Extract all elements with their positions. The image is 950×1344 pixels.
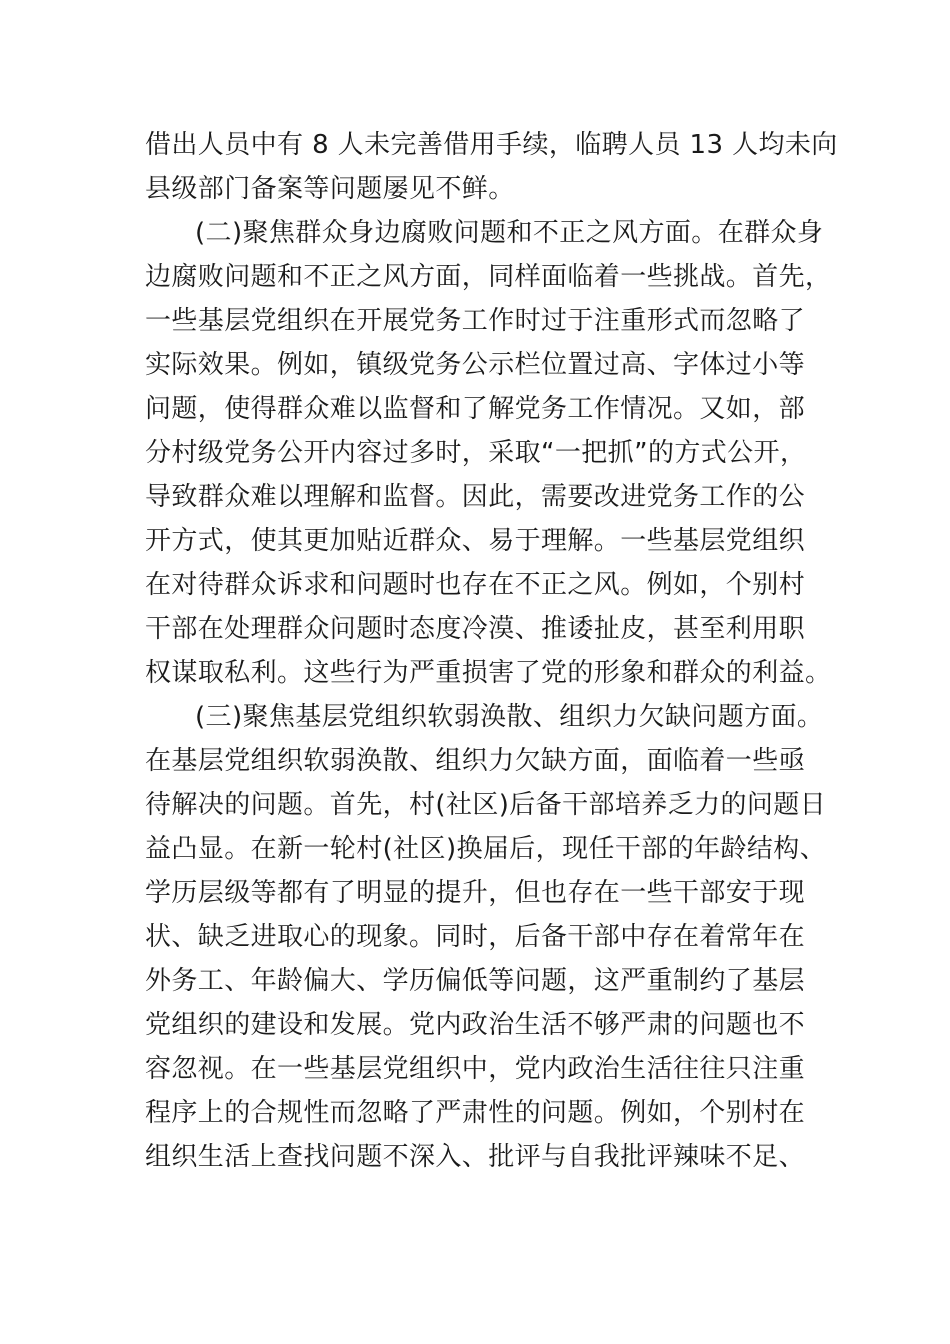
text-line: 外务工、年龄偏大、学历偏低等问题，这严重制约了基层	[145, 966, 806, 996]
text-line: 导致群众难以理解和监督。因此，需要改进党务工作的公	[145, 482, 806, 512]
text-line: 组织生活上查找问题不深入、批评与自我批评辣味不足、	[145, 1142, 806, 1172]
text-line: 益凸显。在新一轮村(社区)换届后，现任干部的年龄结构、	[145, 834, 827, 864]
text-line: 干部在处理群众问题时态度冷漠、推诿扯皮，甚至利用职	[145, 614, 806, 644]
text-line: 县级部门备案等问题屡见不鲜。	[145, 174, 515, 204]
text-line: 借出人员中有 8 人未完善借用手续，临聘人员 13 人均未向	[145, 130, 838, 160]
text-line: 在基层党组织软弱涣散、组织力欠缺方面，面临着一些亟	[145, 746, 806, 776]
text-line: 分村级党务公开内容过多时，采取“一把抓”的方式公开，	[145, 438, 807, 468]
text-line: 开方式，使其更加贴近群众、易于理解。一些基层党组织	[145, 526, 806, 556]
text-line: 待解决的问题。首先，村(社区)后备干部培养乏力的问题日	[145, 790, 827, 820]
text-line: 容忽视。在一些基层党组织中，党内政治生活往往只注重	[145, 1054, 806, 1084]
text-line: 党组织的建设和发展。党内政治生活不够严肃的问题也不	[145, 1010, 806, 1040]
text-line: 权谋取私利。这些行为严重损害了党的形象和群众的利益。	[145, 658, 832, 688]
section-heading-line: (三)聚焦基层党组织软弱涣散、组织力欠缺问题方面。	[195, 702, 824, 732]
section-heading-line: (二)聚焦群众身边腐败问题和不正之风方面。在群众身	[195, 218, 824, 248]
text-line: 学历层级等都有了明显的提升，但也存在一些干部安于现	[145, 878, 806, 908]
text-line: 边腐败问题和不正之风方面，同样面临着一些挑战。首先，	[145, 262, 832, 292]
text-line: 问题，使得群众难以监督和了解党务工作情况。又如，部	[145, 394, 806, 424]
text-line: 程序上的合规性而忽略了严肃性的问题。例如，个别村在	[145, 1098, 806, 1128]
text-line: 状、缺乏进取心的现象。同时，后备干部中存在着常年在	[145, 922, 806, 952]
text-line: 一些基层党组织在开展党务工作时过于注重形式而忽略了	[145, 306, 806, 336]
text-line: 在对待群众诉求和问题时也存在不正之风。例如，个别村	[145, 570, 806, 600]
text-line: 实际效果。例如，镇级党务公示栏位置过高、字体过小等	[145, 350, 806, 380]
